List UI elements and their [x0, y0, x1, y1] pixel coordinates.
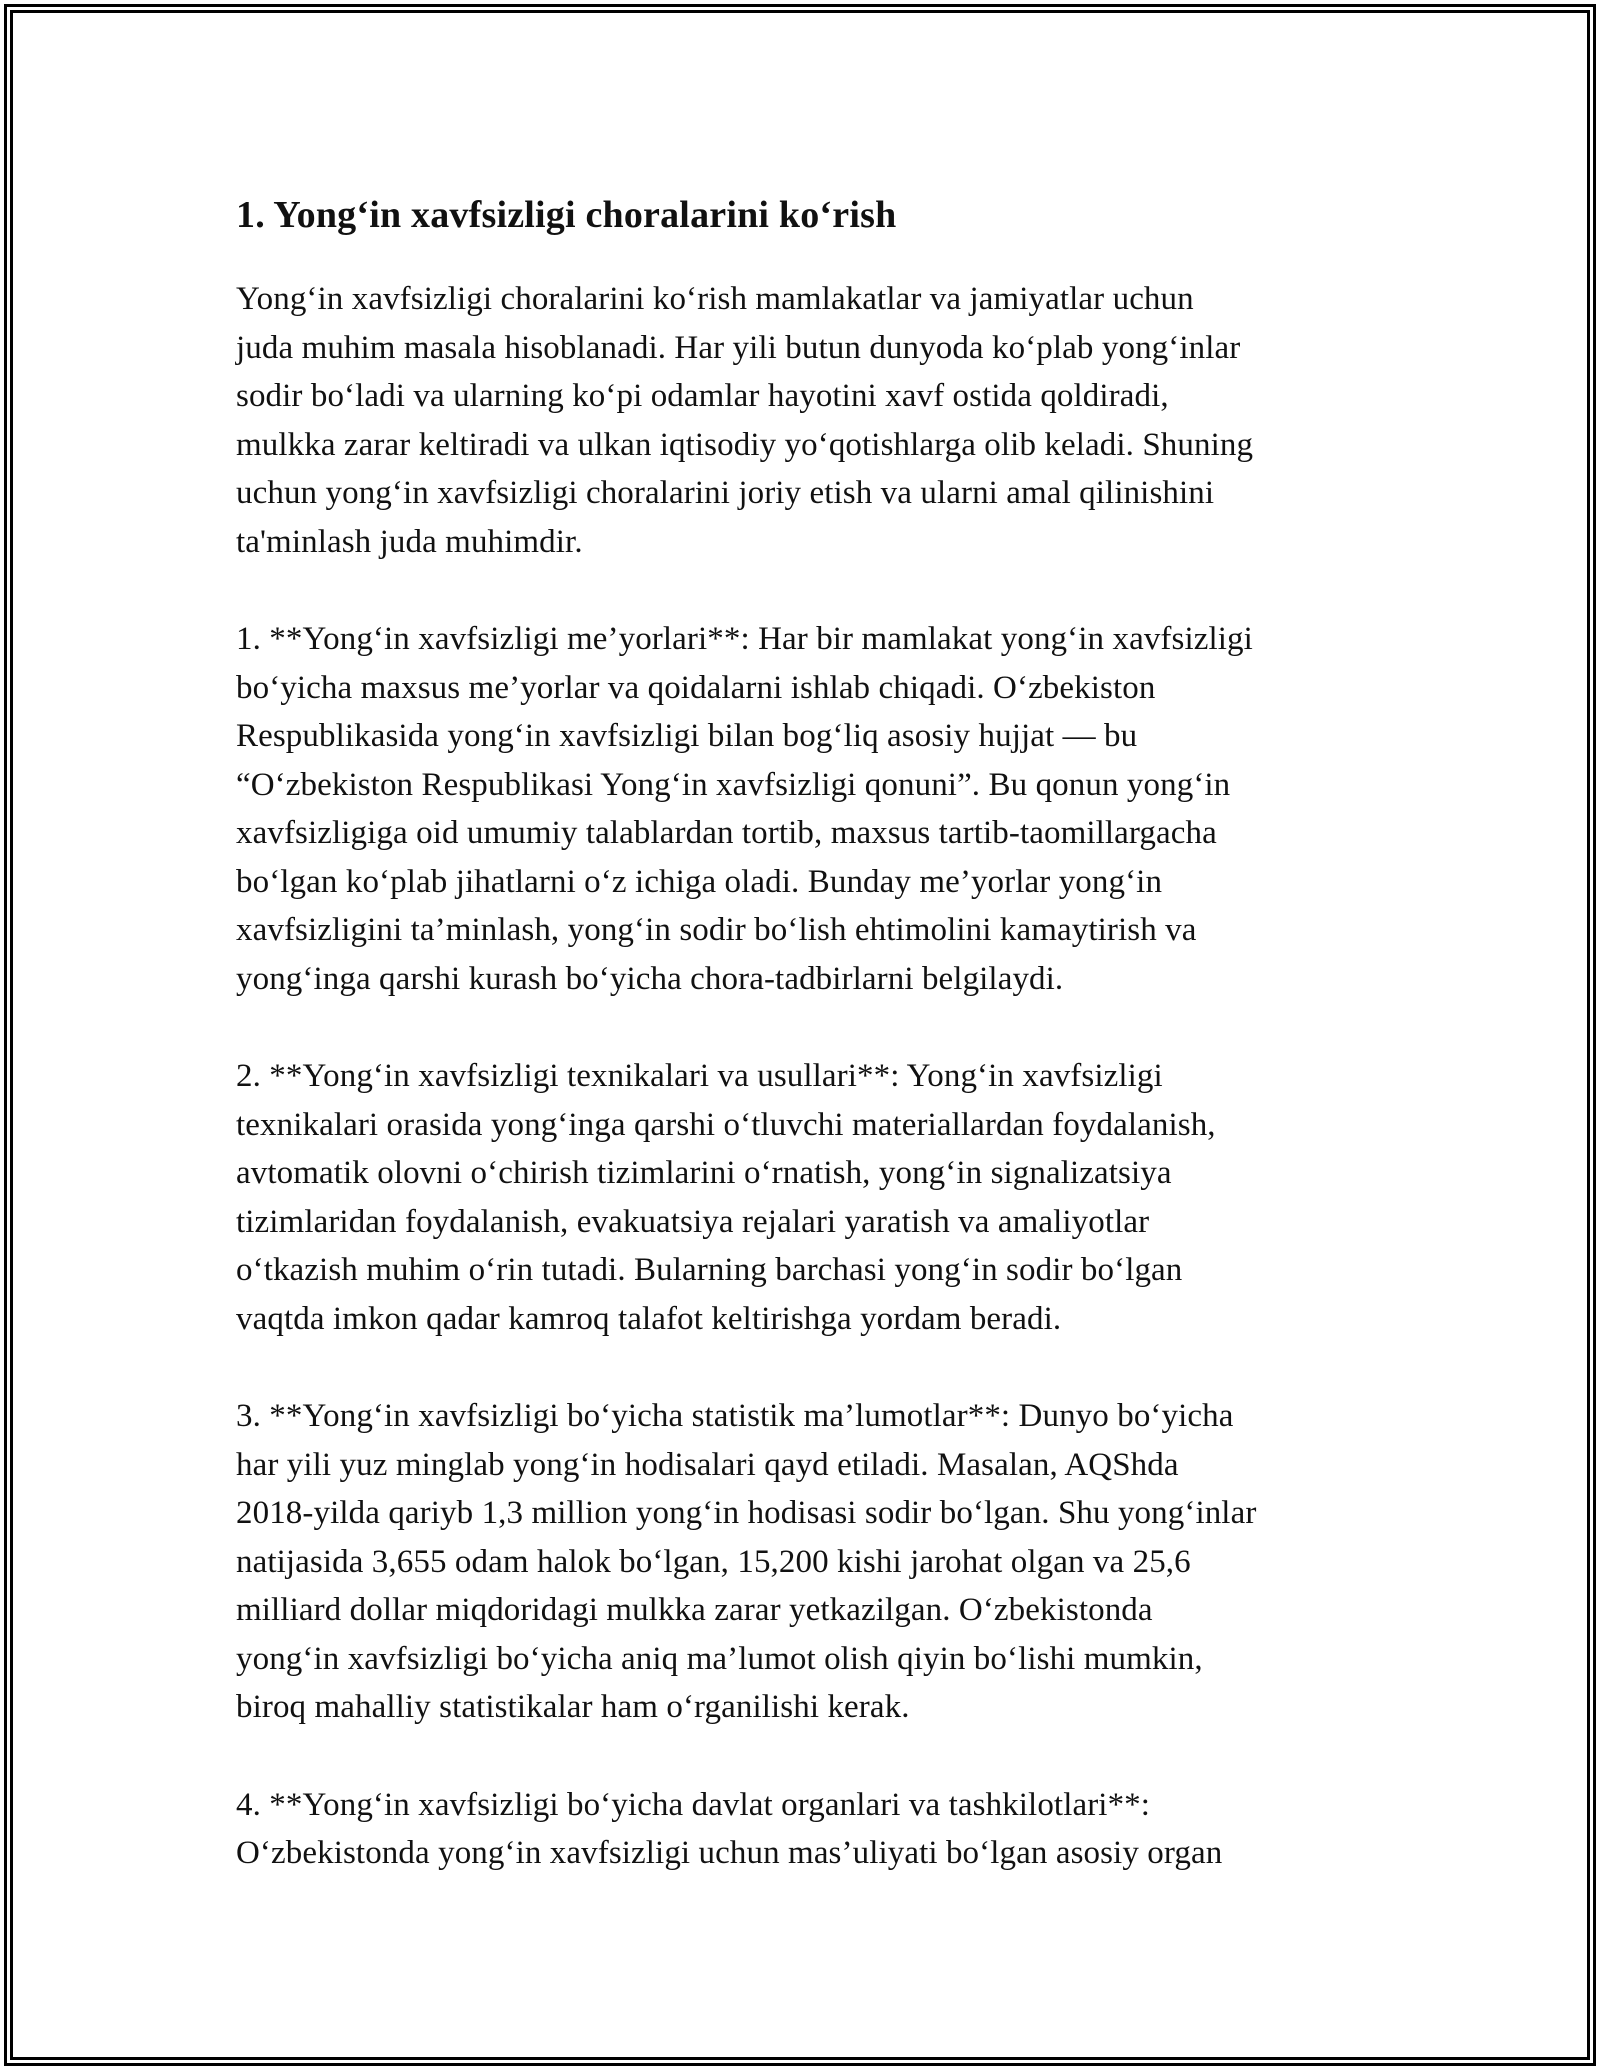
- intro-paragraph: Yong‘in xavfsizligi choralarini ko‘rish mamlakatlar va jamiyatlar uchun juda muhim masala hisoblanadi. Har yili butun dunyoda ko‘plab yong‘inlar sodir bo‘ladi va ularning ko‘pi odamlar hayotini xavf ostida qoldiradi, mulkka zarar keltiradi va ulkan iqtisodiy yo‘qotishlarga olib keladi. Shuning uchun yong‘in xavfsizligi choralarini joriy etish va ularni amal qilinishini ta'minlash juda muhimdir.: [236, 281, 1254, 560]
- paragraph-fire-safety-techniques: 2. **Yong‘in xavfsizligi texnikalari va usullari**: Yong‘in xavfsizligi texnikalari orasida yong‘inga qarshi o‘tluvchi materiallardan foydalanish, avtomatik olovni o‘chirish tizimlarini o‘rnatish, yong‘in signalizatsiya tizimlaridan foydalanish, evakuatsiya rejalari yaratish va amaliyotlar o‘tkazish muhim o‘rin tutadi. Bularning barchasi yong‘in sodir bo‘lgan vaqtda imkon qadar kamroq talafot keltirishga yordam beradi.: [236, 1058, 1216, 1337]
- paragraph-government-bodies: 4. **Yong‘in xavfsizligi bo‘yicha davlat organlari va tashkilotlari**: O‘zbekistonda yong‘in xavfsizligi uchun mas’uliyati bo‘lgan asosiy organ: [236, 1786, 1223, 1871]
- section-title: 1. Yong‘in xavfsizligi choralarini ko‘rish: [236, 194, 897, 236]
- paragraph-fire-safety-standards: 1. **Yong‘in xavfsizligi me’yorlari**: Har bir mamlakat yong‘in xavfsizligi bo‘yicha maxsus me’yorlar va qoidalarni ishlab chiqadi. O‘zbekiston Respublikasida yong‘in xavfsizligi bilan bog‘liq asosiy hujjat — bu “O‘zbekiston Respublikasi Yong‘in xavfsizligi qonuni”. Bu qonun yong‘in xavfsizligiga oid umumiy talablardan tortib, maxsus tartib-taomillargacha bo‘lgan ko‘plab jihatlarni o‘z ichiga oladi. Bunday me’yorlar yong‘in xavfsizligini ta’minlash, yong‘in sodir bo‘lish ehtimolini kamaytirish va yong‘inga qarshi kurash bo‘yicha chora-tadbirlarni belgilaydi.: [236, 621, 1253, 997]
- document-body: [236, 185, 1366, 1878]
- paragraph-fire-statistics: 3. **Yong‘in xavfsizligi bo‘yicha statistik ma’lumotlar**: Dunyo bo‘yicha har yili yuz minglab yong‘in hodisalari qayd etiladi. Masalan, AQShda 2018-yilda qariyb 1,3 million yong‘in hodisasi sodir bo‘lgan. Shu yong‘inlar natijasida 3,655 odam halok bo‘lgan, 15,200 kishi jarohat olgan va 25,6 milliard dollar miqdoridagi mulkka zarar yetkazilgan. O‘zbekistonda yong‘in xavfsizligi bo‘yicha aniq ma’lumot olish qiyin bo‘lishi mumkin, biroq mahalliy statistikalar ham o‘rganilishi kerak.: [236, 1398, 1257, 1725]
